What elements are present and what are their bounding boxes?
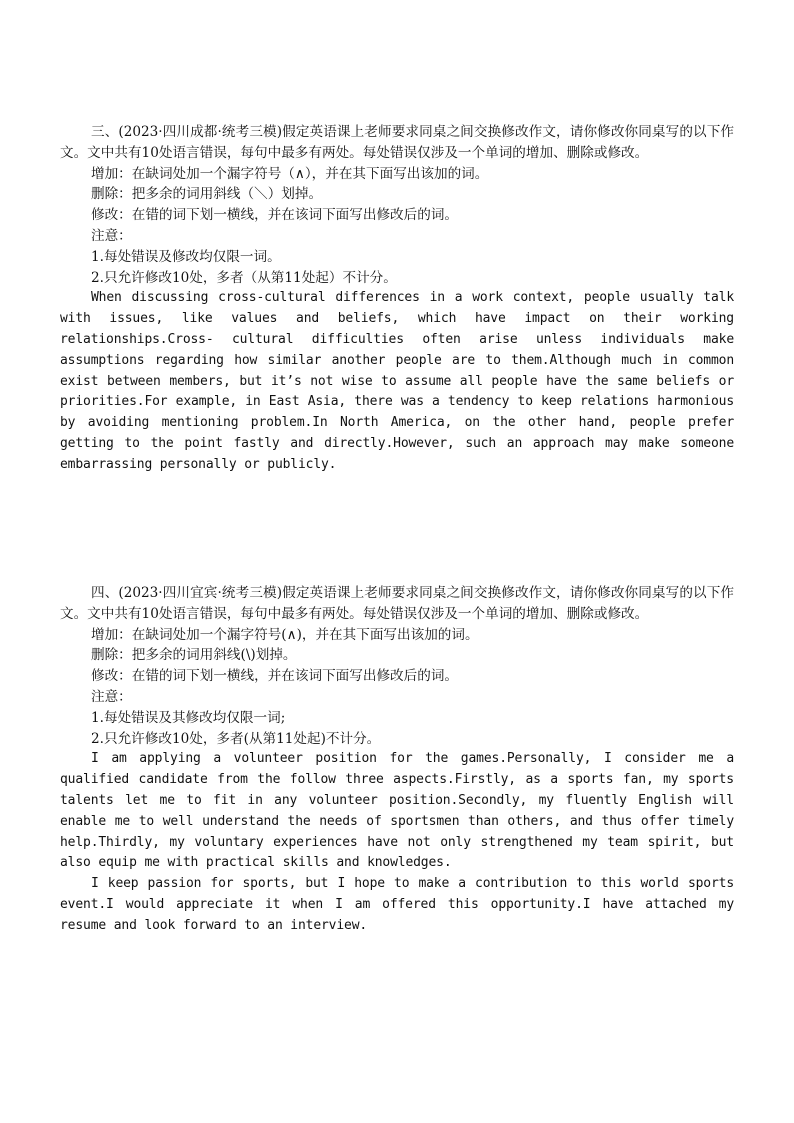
note-item-2: 2.只允许修改10处，多者(从第11处起)不计分。 bbox=[91, 730, 381, 747]
section-heading: 四、(2023·四川宜宾·统考三模)假定英语课上老师要求同桌之间交换修改作文，请你修改你同桌写的以下作文。文中共有10处语言错误，每句中最多有两处。每处错误仅涉及一个单词的增加、删除或修改。 bbox=[60, 585, 734, 622]
note-label: 注意： bbox=[91, 227, 132, 244]
exercise-section-4 bbox=[60, 583, 734, 937]
passage-paragraph: I keep passion for sports, but I hope to make a contribution to this world sports event.I would appreciate it when I am offered this opportunity.I have attached my resume and look forward to an interview. bbox=[60, 876, 734, 933]
delete-rule: 删除：把多余的词用斜线(\)划掉。 bbox=[91, 647, 297, 664]
add-rule: 增加：在缺词处加一个漏字符号（∧），并在其下面写出该加的词。 bbox=[91, 165, 489, 182]
note-label: 注意： bbox=[91, 688, 132, 705]
passage-paragraph: I am applying a volunteer position for the games.Personally, I consider me a qualified candidate from the follow three aspects.Firstly, as a sports fan, my sports talents let me to fit in any volunteer position.Secondly, my fluently English will enable me to well understand the needs of sportsmen than others, and thus offer timely help.Thirdly, my voluntary experiences have not only strengthened my team spirit, but also equip me with practical skills and knowledges. bbox=[60, 751, 734, 871]
exercise-section-3 bbox=[60, 122, 734, 476]
note-item-1: 1.每处错误及其修改均仅限一词; bbox=[91, 709, 286, 726]
modify-rule: 修改：在错的词下划一横线，并在该词下面写出修改后的词。 bbox=[91, 207, 459, 224]
modify-rule: 修改：在错的词下划一横线，并在该词下面写出修改后的词。 bbox=[91, 668, 459, 685]
add-rule: 增加：在缺词处加一个漏字符号(∧)，并在其下面写出该加的词。 bbox=[91, 626, 479, 643]
delete-rule: 删除：把多余的词用斜线（＼）划掉。 bbox=[91, 186, 323, 203]
note-item-2: 2.只允许修改10处，多者（从第11处起）不计分。 bbox=[91, 269, 397, 286]
section-heading: 三、(2023·四川成都·统考三模)假定英语课上老师要求同桌之间交换修改作文，请你修改你同桌写的以下作文。文中共有10处语言错误，每句中最多有两处。每处错误仅涉及一个单词的增加、删除或修改。 bbox=[60, 124, 734, 161]
passage-paragraph: When discussing cross-cultural differences in a work context, people usually talk with issues, like values and beliefs, which have impact on their working relationships.Cross- cultural difficulties often arise unless individuals make assumptions regarding how similar another people are to them.Although much in common exist between members, but it’s not wise to assume all people have the same beliefs or priorities.For example, in East Asia, there was a tendency to keep relations harmonious by avoiding mentioning problem.In North America, on the other hand, people prefer getting to the point fastly and directly.However, such an approach may make someone embarrassing personally or publicly. bbox=[60, 290, 734, 472]
note-item-1: 1.每处错误及修改均仅限一词。 bbox=[91, 248, 281, 265]
